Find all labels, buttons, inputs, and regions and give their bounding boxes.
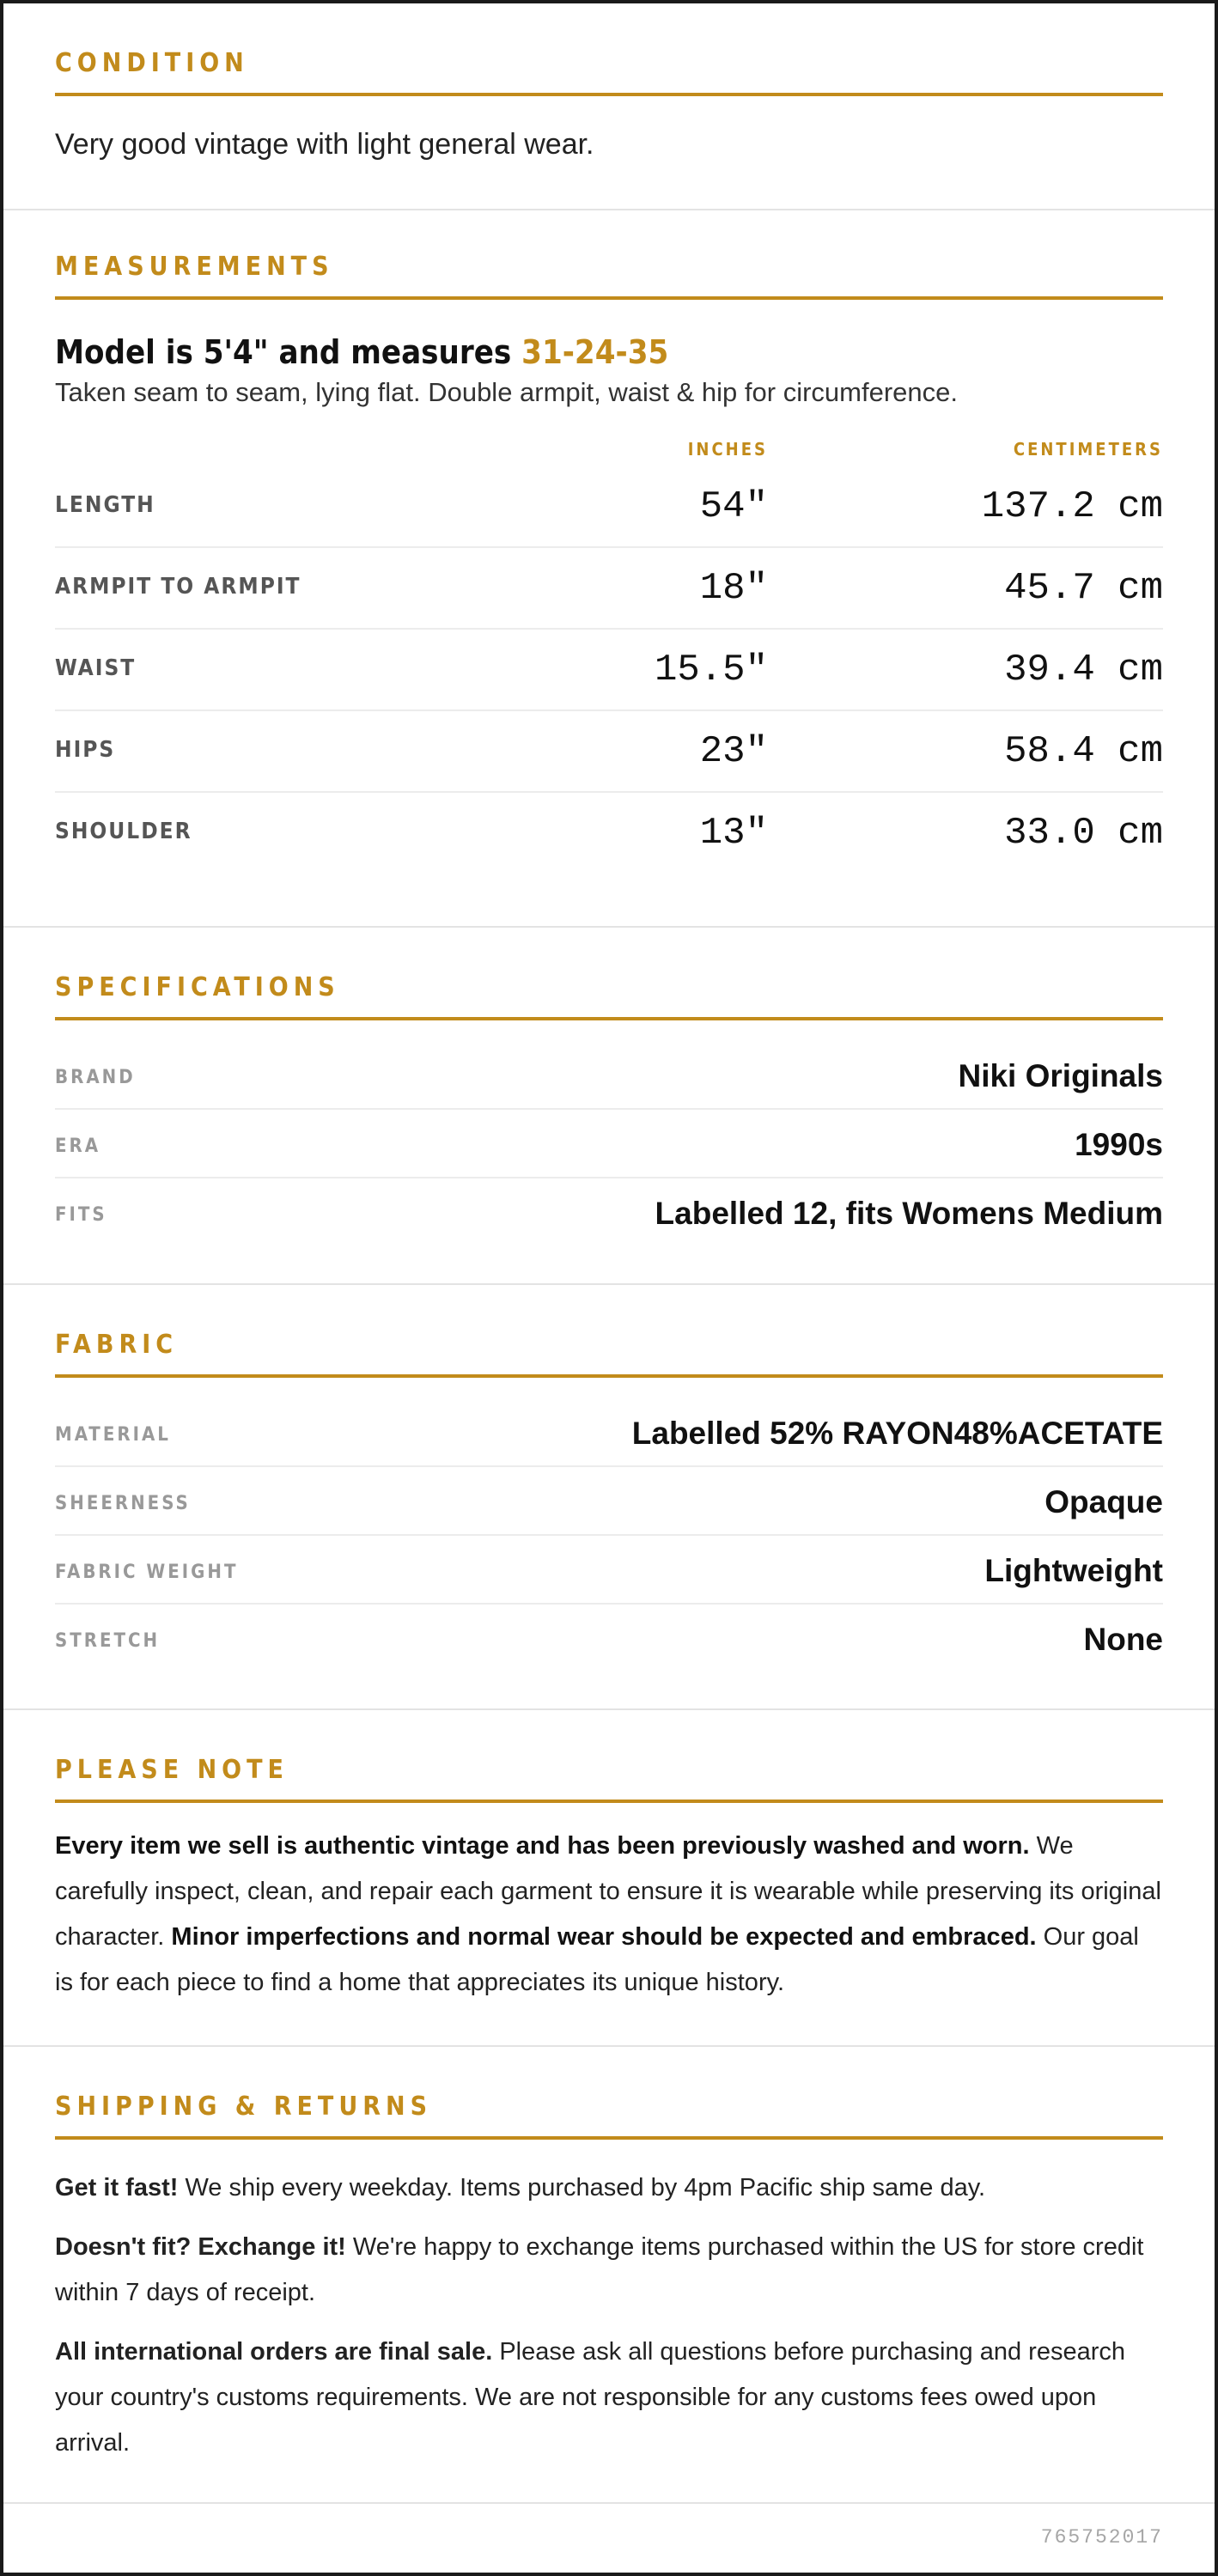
shipping-paragraph-fast: [55, 2165, 1163, 2211]
model-measurements: [55, 332, 1163, 372]
measurement-row-hips: [55, 711, 1163, 793]
fabric-row-stretch: [55, 1605, 1163, 1672]
fabric-section: [3, 1285, 1215, 1710]
note-bold-2: Minor imperfections and normal wear should be expected and embraced.: [171, 1923, 1037, 1951]
shipping-text: We're happy to exchange items purchased within the US for store credit within 7 days of receipt.: [55, 2233, 1144, 2306]
centimeters-column-header: CENTIMETERS: [1013, 439, 1163, 460]
measurement-cm: 33.0 cm: [1004, 812, 1163, 855]
fabric-key: SHEERNESS: [55, 1493, 191, 1514]
spec-value: Labelled 12, fits Womens Medium: [655, 1196, 1163, 1231]
measurement-cm: 39.4 cm: [1004, 649, 1163, 691]
measurement-inches: 23": [699, 730, 768, 773]
note-text-1: We carefully inspect, clean, and repair each garment to ensure it is wearable while preserving its original character.: [55, 1832, 1161, 1951]
measurements-section: [3, 210, 1215, 928]
fabric-row-material: [55, 1398, 1163, 1467]
fabric-key: FABRIC WEIGHT: [55, 1562, 239, 1583]
spec-key: FITS: [55, 1204, 107, 1226]
spec-row-fits: [55, 1178, 1163, 1245]
note-bold-1: Every item we sell is authentic vintage and has been previously washed and worn.: [55, 1832, 1030, 1860]
measurement-label: HIPS: [55, 737, 116, 763]
spec-row-brand: [55, 1041, 1163, 1110]
shipping-bold: Get it fast!: [55, 2174, 179, 2201]
measurement-cm: 45.7 cm: [1004, 567, 1163, 610]
fabric-value: None: [1083, 1622, 1163, 1657]
condition-section: [3, 3, 1215, 210]
please-note-section: [3, 1710, 1215, 2047]
model-prefix: Model is 5'4" and measures: [55, 333, 522, 371]
note-text-2: Our goal is for each piece to find a home that appreciates its unique history.: [55, 1923, 1139, 1996]
shipping-returns-section: [3, 2047, 1215, 2504]
measurement-row-armpit: [55, 548, 1163, 630]
fabric-value: Labelled 52% RAYON48%ACETATE: [631, 1416, 1163, 1451]
shipping-heading: SHIPPING & RETURNS: [55, 2090, 1163, 2140]
measurement-inches: 15.5": [654, 649, 768, 691]
spec-row-era: [55, 1110, 1163, 1178]
fabric-row-sheerness: [55, 1467, 1163, 1536]
shipping-paragraph-exchange: [55, 2225, 1163, 2316]
measurement-inches: 13": [699, 812, 768, 855]
fabric-key: MATERIAL: [55, 1424, 171, 1446]
measurement-method: Taken seam to seam, lying flat. Double armpit, waist & hip for circumference.: [55, 377, 958, 407]
fabric-value: Lightweight: [984, 1553, 1163, 1588]
please-note-text: [55, 1824, 1163, 2006]
measurement-inches: 54": [699, 485, 768, 528]
measurement-label: WAIST: [55, 655, 137, 681]
specifications-table: [55, 1041, 1163, 1245]
spec-value: Niki Originals: [958, 1058, 1163, 1093]
fabric-heading: FABRIC: [55, 1328, 1163, 1378]
specifications-section: [3, 928, 1215, 1285]
fabric-table: [55, 1398, 1163, 1672]
measurements-heading: MEASUREMENTS: [55, 250, 1163, 300]
measurement-label: SHOULDER: [55, 819, 192, 844]
specifications-heading: SPECIFICATIONS: [55, 971, 1163, 1020]
measurement-cm: 58.4 cm: [1004, 730, 1163, 773]
shipping-bold: All international orders are final sale.: [55, 2338, 493, 2366]
inches-column-header: INCHES: [687, 439, 768, 460]
fabric-row-weight: [55, 1536, 1163, 1605]
shipping-text: We ship every weekday. Items purchased by 4pm Pacific ship same day.: [178, 2174, 986, 2201]
measurement-inches: 18": [699, 567, 768, 610]
condition-heading: CONDITION: [55, 46, 1163, 96]
spec-key: BRAND: [55, 1067, 136, 1088]
measurement-label: ARMPIT TO ARMPIT: [55, 574, 301, 600]
measurement-row-waist: [55, 630, 1163, 711]
spec-key: ERA: [55, 1136, 101, 1157]
measurement-row-length: [55, 466, 1163, 548]
measurement-label: LENGTH: [55, 492, 155, 518]
condition-text: Very good vintage with light general wear.: [55, 128, 594, 161]
measurement-cm: 137.2 cm: [981, 485, 1163, 528]
shipping-text: Please ask all questions before purchasing and research your country's customs requirements. We are not responsible for any customs fees owed upon arrival.: [55, 2338, 1126, 2457]
fabric-value: Opaque: [1044, 1484, 1163, 1519]
shipping-paragraph-international: [55, 2329, 1163, 2466]
measurement-table-header: [55, 439, 1163, 466]
shipping-bold: Doesn't fit? Exchange it!: [55, 2233, 346, 2261]
measurement-row-shoulder: [55, 793, 1163, 873]
measurement-table: [55, 466, 1163, 873]
model-measures-value: 31-24-35: [521, 333, 669, 371]
please-note-heading: PLEASE NOTE: [55, 1753, 1163, 1803]
spec-value: 1990s: [1075, 1127, 1163, 1162]
sku-number: 765752017: [1040, 2526, 1163, 2549]
footer: [3, 2504, 1215, 2571]
fabric-key: STRETCH: [55, 1630, 161, 1652]
